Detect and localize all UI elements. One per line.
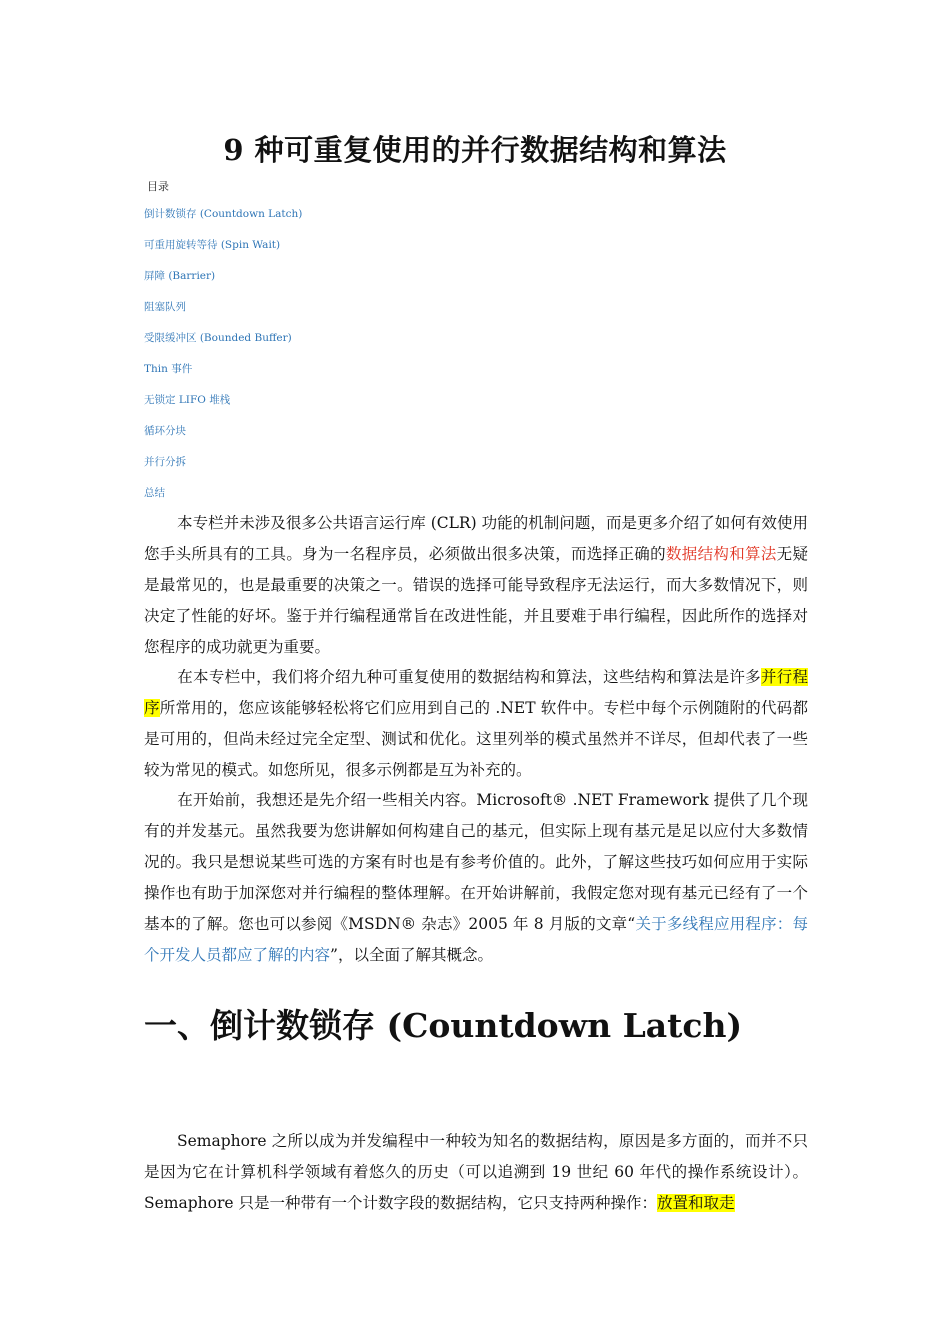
data-structure-link[interactable]: 数据结构和算法 xyxy=(665,545,777,563)
toc-link-parallel-split[interactable]: 并行分拆 xyxy=(144,456,186,468)
section-heading-countdown-latch: 一、倒计数锁存 (Countdown Latch) xyxy=(144,1006,743,1045)
table-of-contents xyxy=(144,206,302,516)
paragraph-intro xyxy=(144,508,808,663)
toc-link-summary[interactable]: 总结 xyxy=(144,487,165,499)
paragraph-primitives xyxy=(144,785,808,971)
paragraph-text: 在本专栏中，我们将介绍九种可重复使用的数据结构和算法，这些结构和算法是许多 xyxy=(177,668,761,686)
toc-link-lifo-stack[interactable]: 无锁定 LIFO 堆栈 xyxy=(144,394,231,406)
toc-link-spin-wait[interactable]: 可重用旋转等待 (Spin Wait) xyxy=(144,239,281,251)
document-title: 9 种可重复使用的并行数据结构和算法 xyxy=(223,133,727,167)
msdn-article-link[interactable]: 关于多线程应用程序：每个开发人员都应了解的内容 xyxy=(144,915,808,964)
paragraph-text: 在开始前，我想还是先介绍一些相关内容。Microsoft® .NET Framework 提供了几个现有的并发基元。虽然我要为您讲解如何构建自己的基元，但实际上现有基元是足以应付大多数情况的。我只是想说某些可选的方案有时也是有参考价值的。此外，了解这些技巧如何应用于实际操作也有助于加深您对并行编程的整体理解。在开始讲解前，我假定您对现有基元已经有了一个基本的了解。您也可以参阅《MSDN® 杂志》2005 年 8 月版的文章“ xyxy=(144,791,808,933)
highlighted-text: 并行程序 xyxy=(144,668,808,717)
toc-link-bounded-buffer[interactable]: 受限缓冲区 (Bounded Buffer) xyxy=(144,332,292,344)
toc-heading: 目录 xyxy=(147,180,169,193)
paragraph-text: ”，以全面了解其概念。 xyxy=(330,946,493,964)
paragraph-text: Semaphore 之所以成为并发编程中一种较为知名的数据结构，原因是多方面的，而并不只是因为它在计算机科学领域有着悠久的历史（可以追溯到 19 世纪 60 年代的操作系统设计）。Semaphore 只是一种带有一个计数字段的数据结构，它只支持两种操作： xyxy=(144,1132,808,1212)
highlighted-text: 放置和取走 xyxy=(656,1194,735,1212)
paragraph-text: 无疑是最常见的，也是最重要的决策之一。错误的选择可能导致程序无法运行，而大多数情况下，则决定了性能的好坏。鉴于并行编程通常旨在改进性能，并且要难于串行编程，因此所作的选择对您程序的成功就更为重要。 xyxy=(144,545,808,656)
toc-link-blocking-queue[interactable]: 阻塞队列 xyxy=(144,301,186,313)
paragraph-semaphore xyxy=(144,1126,808,1219)
paragraph-overview xyxy=(144,662,808,786)
paragraph-text: 所常用的，您应该能够轻松将它们应用到自己的 .NET 软件中。专栏中每个示例随附的代码都是可用的，但尚未经过完全定型、测试和优化。这里列举的模式虽然并不详尽，但却代表了一些较为常见的模式。如您所见，很多示例都是互为补充的。 xyxy=(144,699,808,779)
toc-link-countdown-latch[interactable]: 倒计数锁存 (Countdown Latch) xyxy=(144,208,303,220)
toc-link-barrier[interactable]: 屏障 (Barrier) xyxy=(144,270,216,282)
toc-link-thin-event[interactable]: Thin 事件 xyxy=(144,363,193,375)
paragraph-text: 本专栏并未涉及很多公共语言运行库 (CLR) 功能的机制问题，而是更多介绍了如何有效使用您手头所具有的工具。身为一名程序员，必须做出很多决策，而选择正确的 xyxy=(144,514,808,563)
toc-link-loop-tiling[interactable]: 循环分块 xyxy=(144,425,186,437)
